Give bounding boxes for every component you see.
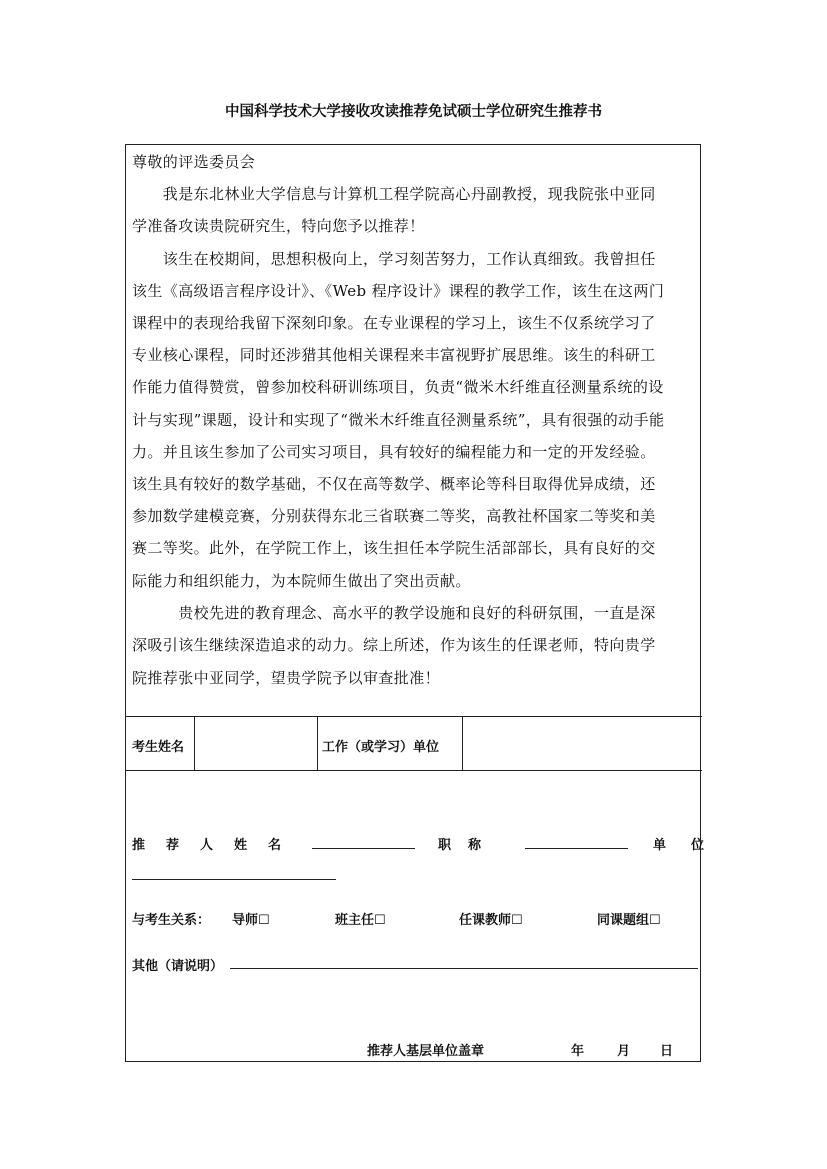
relation-label: 与考生关系： [132,913,211,928]
work-unit-field[interactable] [466,733,696,755]
date-month: 月 [617,1044,631,1059]
letter-line: 计与实现”课题，设计和实现了“微米木纤维直径测量系统”，具有很强的动手能 [132,411,665,429]
date-year: 年 [571,1044,585,1059]
letter-line: 学准备攻读贵院研究生，特向您予以推荐！ [132,217,425,235]
candidate-info-row [126,717,702,771]
recommendation-table [125,144,711,1062]
seal-label: 推荐人基层单位盖章 [367,1044,485,1059]
relation-option-research-group[interactable]: 同课题组☐ [597,913,661,928]
unit-label: 单 位 [653,838,711,853]
other-label: 其他（请说明） [132,959,224,974]
letter-line: 力。并且该生参加了公司实习项目，具有较好的编程能力和一定的开发经验。 [132,443,656,461]
letter-line: 尊敬的评选委员会 [132,153,256,171]
unit-line[interactable] [132,879,336,880]
letter-line: 该生《高级语言程序设计》、《Web 程序设计》课程的教学工作，该生在这两门 [132,282,665,300]
letter-line: 课程中的表现给我留下深刻印象。在专业课程的学习上，该生不仅系统学习了 [132,314,656,332]
letter-line: 参加数学建模竞赛，分别获得东北三省联赛二等奖，高教社杯国家二等奖和美 [132,507,656,525]
relation-option-course-teacher[interactable]: 任课教师☐ [459,913,523,928]
candidate-name-label: 考生姓名 [132,740,185,755]
letter-line: 际能力和组织能力，为本院师生做出了突出贡献。 [132,572,471,590]
letter-line: 作能力值得赞赏，曾参加校科研训练项目，负责“微米木纤维直径测量系统的设 [132,378,664,396]
title-line[interactable] [525,848,628,849]
other-line[interactable] [230,968,698,969]
letter-line: 我是东北林业大学信息与计算机工程学院高心丹副教授，现我院张中亚同 [132,185,656,203]
letter-line: 专业核心课程，同时还涉猎其他相关课程来丰富视野扩展思维。该生的科研工 [132,346,656,364]
relation-option-advisor[interactable]: 导师☐ [232,913,270,928]
candidate-name-field[interactable] [198,733,314,755]
work-unit-label: 工作（或学习）单位 [322,740,440,755]
letter-line: 深吸引该生继续深造追求的动力。综上所述，作为该生的任课老师，特向贵学 [132,636,656,654]
recommender-name-line[interactable] [312,848,415,849]
letter-line: 贵校先进的教育理念、高水平的教学设施和良好的科研氛围，一直是深 [132,604,656,622]
cell-divider [462,717,463,771]
letter-line: 赛二等奖。此外，在学院工作上，该生担任本学院生活部部长，具有良好的交 [132,539,656,557]
document-title: 中国科学技术大学接收攻读推荐免试硕士学位研究生推荐书 [225,104,602,120]
relation-option-class-advisor[interactable]: 班主任☐ [335,913,386,928]
letter-body [126,145,702,717]
title-label: 职 称 [438,838,484,853]
date-day: 日 [660,1044,674,1059]
cell-divider [317,717,318,771]
letter-line: 该生具有较好的数学基础，不仅在高等数学、概率论等科目取得优异成绩，还 [132,475,656,493]
cell-divider [194,717,195,771]
letter-line: 院推荐张中亚同学，望贵学院予以审查批准！ [132,669,441,687]
letter-line: 该生在校期间，思想积极向上，学习刻苦努力，工作认真细致。我曾担任 [132,250,656,268]
recommender-name-label: 推 荐 人 姓 名 [132,838,286,853]
